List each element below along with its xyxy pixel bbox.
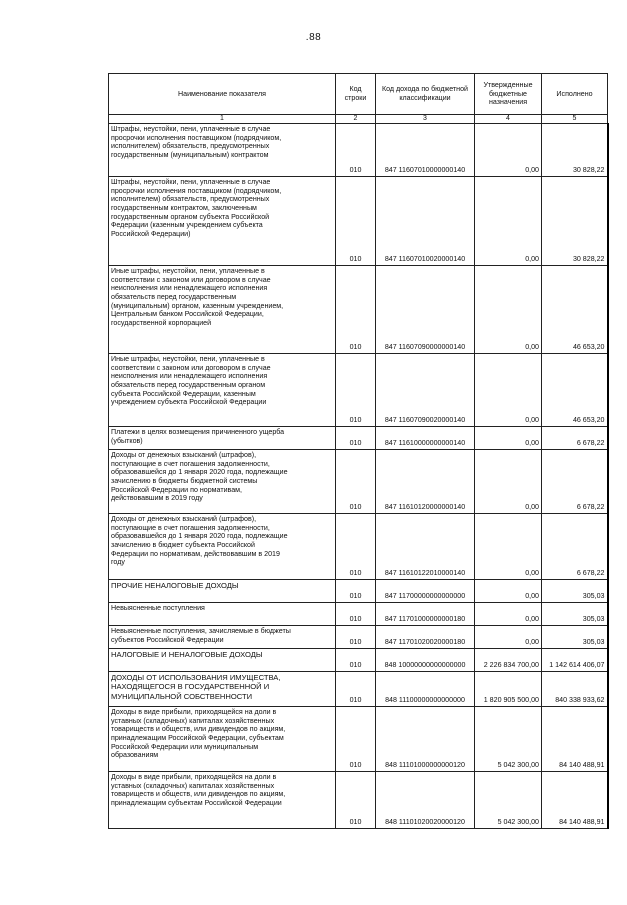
row-code: 010	[336, 672, 376, 707]
header-kbk: Код дохода по бюджетной классификации	[376, 74, 475, 115]
row-name: Штрафы, неустойки, пени, уплаченные в случае просрочки исполнения поставщиком (подрядчиком, исполнителем) обязательств, предусмотренных государственным контрактом, заключенным государственным органом субъекта Российской Федерации (казенным учреждением субъекта Российской Федерации)	[109, 177, 336, 266]
row-kbk: 847 11610120000000140	[376, 450, 475, 514]
page-number: .88	[305, 32, 322, 43]
row-code: 010	[336, 603, 376, 626]
row-kbk: 847 11610000000000140	[376, 427, 475, 450]
header-plan: Утвержденные бюджетные назначения	[475, 74, 542, 115]
row-done: 84 140 488,91	[542, 772, 608, 829]
row-done: 840 338 933,62	[542, 672, 608, 707]
row-name: Доходы в виде прибыли, приходящейся на доли в уставных (складочных) капиталах хозяйственных товариществ и обществ, или дивидендов по акциям, принадлежащим Российской Федерации, субъектам Российской Федерации или муниципальным образованиям	[109, 707, 336, 772]
row-done: 6 678,22	[542, 450, 608, 514]
header-done: Исполнено	[542, 74, 608, 115]
row-kbk: 848 11101000000000120	[376, 707, 475, 772]
row-kbk: 847 11701000000000180	[376, 603, 475, 626]
row-code: 010	[336, 707, 376, 772]
table-row	[109, 672, 608, 707]
row-name: Иные штрафы, неустойки, пени, уплаченные в соответствии с законом или договором в случае неисполнения или ненадлежащего исполнения обязательств перед государственным (муниципальным) органом, казенным учреждением, Центральным банком Российской Федерации, государственной корпорацией	[109, 266, 336, 354]
row-name: Штрафы, неустойки, пени, уплаченные в случае просрочки исполнения поставщиком (подрядчиком, исполнителем) обязательств, предусмотренных государственным (муниципальным) контрактом	[109, 124, 336, 177]
header-name: Наименование показателя	[109, 74, 336, 115]
row-code: 010	[336, 354, 376, 427]
row-code: 010	[336, 177, 376, 266]
row-done: 30 828,22	[542, 177, 608, 266]
row-plan: 1 820 905 500,00	[475, 672, 542, 707]
row-name: НАЛОГОВЫЕ И НЕНАЛОГОВЫЕ ДОХОДЫ	[109, 649, 336, 672]
row-code: 010	[336, 427, 376, 450]
row-plan: 0,00	[475, 514, 542, 580]
table-row	[109, 177, 608, 266]
row-plan: 2 226 834 700,00	[475, 649, 542, 672]
row-code: 010	[336, 514, 376, 580]
row-kbk: 847 11607090000000140	[376, 266, 475, 354]
row-plan: 0,00	[475, 580, 542, 603]
row-kbk: 848 11101020020000120	[376, 772, 475, 829]
row-plan: 0,00	[475, 626, 542, 649]
table-body	[109, 124, 608, 829]
row-plan: 5 042 300,00	[475, 707, 542, 772]
row-done: 305,03	[542, 626, 608, 649]
row-code: 010	[336, 772, 376, 829]
column-number: 1	[109, 115, 336, 124]
row-done: 305,03	[542, 580, 608, 603]
row-code: 010	[336, 266, 376, 354]
revenue-table	[108, 73, 609, 829]
row-done: 6 678,22	[542, 427, 608, 450]
row-kbk: 847 11607010000000140	[376, 124, 475, 177]
table-row	[109, 427, 608, 450]
row-plan: 0,00	[475, 266, 542, 354]
row-plan: 0,00	[475, 177, 542, 266]
row-done: 84 140 488,91	[542, 707, 608, 772]
table-row	[109, 514, 608, 580]
row-plan: 5 042 300,00	[475, 772, 542, 829]
row-name: ПРОЧИЕ НЕНАЛОГОВЫЕ ДОХОДЫ	[109, 580, 336, 603]
row-plan: 0,00	[475, 450, 542, 514]
row-kbk: 847 11607090020000140	[376, 354, 475, 427]
row-name: Доходы от денежных взысканий (штрафов), поступающие в счет погашения задолженности, образовавшейся до 1 января 2020 года, подлежащие зачислению в бюджеты бюджетной системы Российской Федерации по нормативам, действовавшим в 2019 году	[109, 450, 336, 514]
column-number: 4	[475, 115, 542, 124]
row-done: 46 653,20	[542, 266, 608, 354]
row-name: Невыясненные поступления, зачисляемые в бюджеты субъектов Российской Федерации	[109, 626, 336, 649]
column-number: 3	[376, 115, 475, 124]
row-kbk: 847 11700000000000000	[376, 580, 475, 603]
row-kbk: 847 11610122010000140	[376, 514, 475, 580]
row-plan: 0,00	[475, 124, 542, 177]
header-code: Код строки	[336, 74, 376, 115]
row-name: Платежи в целях возмещения причиненного ущерба (убытков)	[109, 427, 336, 450]
row-done: 1 142 614 406,07	[542, 649, 608, 672]
row-name: Иные штрафы, неустойки, пени, уплаченные в соответствии с законом или договором в случае неисполнения или ненадлежащего исполнения обязательств перед государственным органом субъекта Российской Федерации, казенным учреждением субъекта Российской Федерации	[109, 354, 336, 427]
column-number: 2	[336, 115, 376, 124]
table-row	[109, 772, 608, 829]
row-code: 010	[336, 649, 376, 672]
row-done: 6 678,22	[542, 514, 608, 580]
table-row	[109, 124, 608, 177]
row-kbk: 848 11100000000000000	[376, 672, 475, 707]
row-kbk: 847 11607010020000140	[376, 177, 475, 266]
table-row	[109, 707, 608, 772]
table-row	[109, 450, 608, 514]
row-kbk: 848 10000000000000000	[376, 649, 475, 672]
table-row	[109, 603, 608, 626]
table-row	[109, 580, 608, 603]
row-name: ДОХОДЫ ОТ ИСПОЛЬЗОВАНИЯ ИМУЩЕСТВА, НАХОДЯЩЕГОСЯ В ГОСУДАРСТВЕННОЙ И МУНИЦИПАЛЬНОЙ СОБСТВЕННОСТИ	[109, 672, 336, 707]
table-row	[109, 354, 608, 427]
row-name: Невыясненные поступления	[109, 603, 336, 626]
table-row	[109, 649, 608, 672]
row-name: Доходы в виде прибыли, приходящейся на доли в уставных (складочных) капиталах хозяйственных товариществ и обществ, или дивидендов по акциям, принадлежащим субъектам Российской Федерации	[109, 772, 336, 829]
row-code: 010	[336, 626, 376, 649]
column-number: 5	[542, 115, 608, 124]
row-done: 30 828,22	[542, 124, 608, 177]
table-row	[109, 266, 608, 354]
row-plan: 0,00	[475, 603, 542, 626]
row-code: 010	[336, 450, 376, 514]
row-code: 010	[336, 580, 376, 603]
row-done: 46 653,20	[542, 354, 608, 427]
row-code: 010	[336, 124, 376, 177]
row-kbk: 847 11701020020000180	[376, 626, 475, 649]
table-row	[109, 626, 608, 649]
row-name: Доходы от денежных взысканий (штрафов), поступающие в счет погашения задолженности, образовавшейся до 1 января 2020 года, подлежащие зачислению в бюджет субъекта Российской Федерации по нормативам, действовавшим в 2019 году	[109, 514, 336, 580]
row-done: 305,03	[542, 603, 608, 626]
row-plan: 0,00	[475, 354, 542, 427]
row-plan: 0,00	[475, 427, 542, 450]
